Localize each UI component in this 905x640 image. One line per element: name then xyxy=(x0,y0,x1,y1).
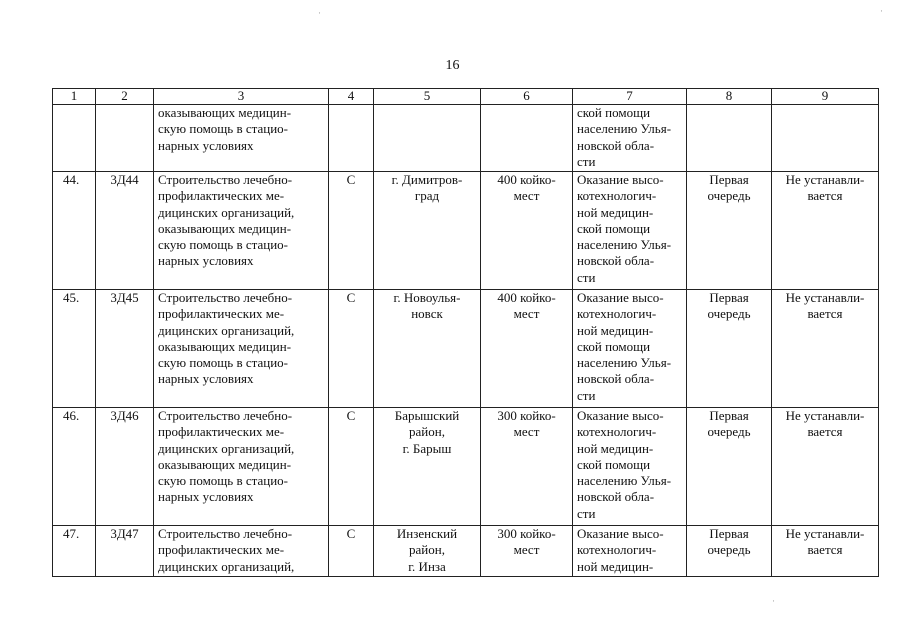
queue-cell: Первая очередь xyxy=(687,408,772,526)
object-code-cell: 3Д46 xyxy=(96,408,154,526)
table-row xyxy=(53,172,879,290)
purpose-cell: Оказание высо- котехнологич- ной медицин- ской помощи населению Улья- новской обла- сти xyxy=(573,290,687,408)
term-cell: Не устанавли- вается xyxy=(772,172,879,290)
location-cell: Барышский район, г. Барыш xyxy=(374,408,481,526)
term-cell: Не устанавли- вается xyxy=(772,526,879,577)
object-type-cell xyxy=(329,105,374,172)
object-code-cell: 3Д47 xyxy=(96,526,154,577)
object-code-cell xyxy=(96,105,154,172)
location-cell xyxy=(374,105,481,172)
table-row xyxy=(53,526,879,577)
scan-speck: · xyxy=(772,596,775,606)
capacity-cell: 400 койко- мест xyxy=(481,290,573,408)
row-number-cell: 46. xyxy=(53,408,96,526)
column-number-header: 7 xyxy=(573,89,687,105)
object-type-cell: С xyxy=(329,408,374,526)
object-description-cell: Строительство лечебно- профилактических ме- дицинских организаций, оказывающих медицин- скую помощь в стацио- нарных условиях xyxy=(154,408,329,526)
object-type-cell: С xyxy=(329,172,374,290)
scan-speck: · xyxy=(880,6,883,16)
object-description-cell: Строительство лечебно- профилактических ме- дицинских организаций, оказывающих медицин- скую помощь в стацио- нарных условиях xyxy=(154,172,329,290)
column-number-header: 8 xyxy=(687,89,772,105)
capacity-cell xyxy=(481,105,573,172)
queue-cell: Первая очередь xyxy=(687,172,772,290)
page-number: 16 xyxy=(445,58,460,73)
object-type-cell: С xyxy=(329,526,374,577)
object-description-cell: Строительство лечебно- профилактических ме- дицинских организаций, xyxy=(154,526,329,577)
column-number-header: 9 xyxy=(772,89,879,105)
purpose-cell: Оказание высо- котехнологич- ной медицин- ской помощи населению Улья- новской обла- сти xyxy=(573,172,687,290)
scan-speck: · xyxy=(318,8,321,18)
term-cell xyxy=(772,105,879,172)
table-row-continuation xyxy=(53,105,879,172)
purpose-cell: Оказание высо- котехнологич- ной медицин- xyxy=(573,526,687,577)
row-number-cell xyxy=(53,105,96,172)
location-cell: г. Димитров- град xyxy=(374,172,481,290)
column-number-header: 5 xyxy=(374,89,481,105)
column-number-header: 4 xyxy=(329,89,374,105)
queue-cell: Первая очередь xyxy=(687,526,772,577)
purpose-cell: ской помощи населению Улья- новской обла- сти xyxy=(573,105,687,172)
row-number-cell: 45. xyxy=(53,290,96,408)
object-description-cell: Строительство лечебно- профилактических ме- дицинских организаций, оказывающих медицин- скую помощь в стацио- нарных условиях xyxy=(154,290,329,408)
object-description-cell: оказывающих медицин- скую помощь в стацио- нарных условиях xyxy=(154,105,329,172)
queue-cell: Первая очередь xyxy=(687,290,772,408)
term-cell: Не устанавли- вается xyxy=(772,290,879,408)
capacity-cell: 300 койко- мест xyxy=(481,408,573,526)
capacity-cell: 300 койко- мест xyxy=(481,526,573,577)
column-number-row xyxy=(53,89,879,105)
object-code-cell: 3Д44 xyxy=(96,172,154,290)
planning-table xyxy=(52,88,879,577)
location-cell: Инзенский район, г. Инза xyxy=(374,526,481,577)
purpose-cell: Оказание высо- котехнологич- ной медицин- ской помощи населению Улья- новской обла- сти xyxy=(573,408,687,526)
column-number-header: 1 xyxy=(53,89,96,105)
row-number-cell: 44. xyxy=(53,172,96,290)
location-cell: г. Новоулья- новск xyxy=(374,290,481,408)
capacity-cell: 400 койко- мест xyxy=(481,172,573,290)
table-row xyxy=(53,408,879,526)
queue-cell xyxy=(687,105,772,172)
object-type-cell: С xyxy=(329,290,374,408)
term-cell: Не устанавли- вается xyxy=(772,408,879,526)
column-number-header: 6 xyxy=(481,89,573,105)
object-code-cell: 3Д45 xyxy=(96,290,154,408)
column-number-header: 3 xyxy=(154,89,329,105)
table-row xyxy=(53,290,879,408)
column-number-header: 2 xyxy=(96,89,154,105)
row-number-cell: 47. xyxy=(53,526,96,577)
